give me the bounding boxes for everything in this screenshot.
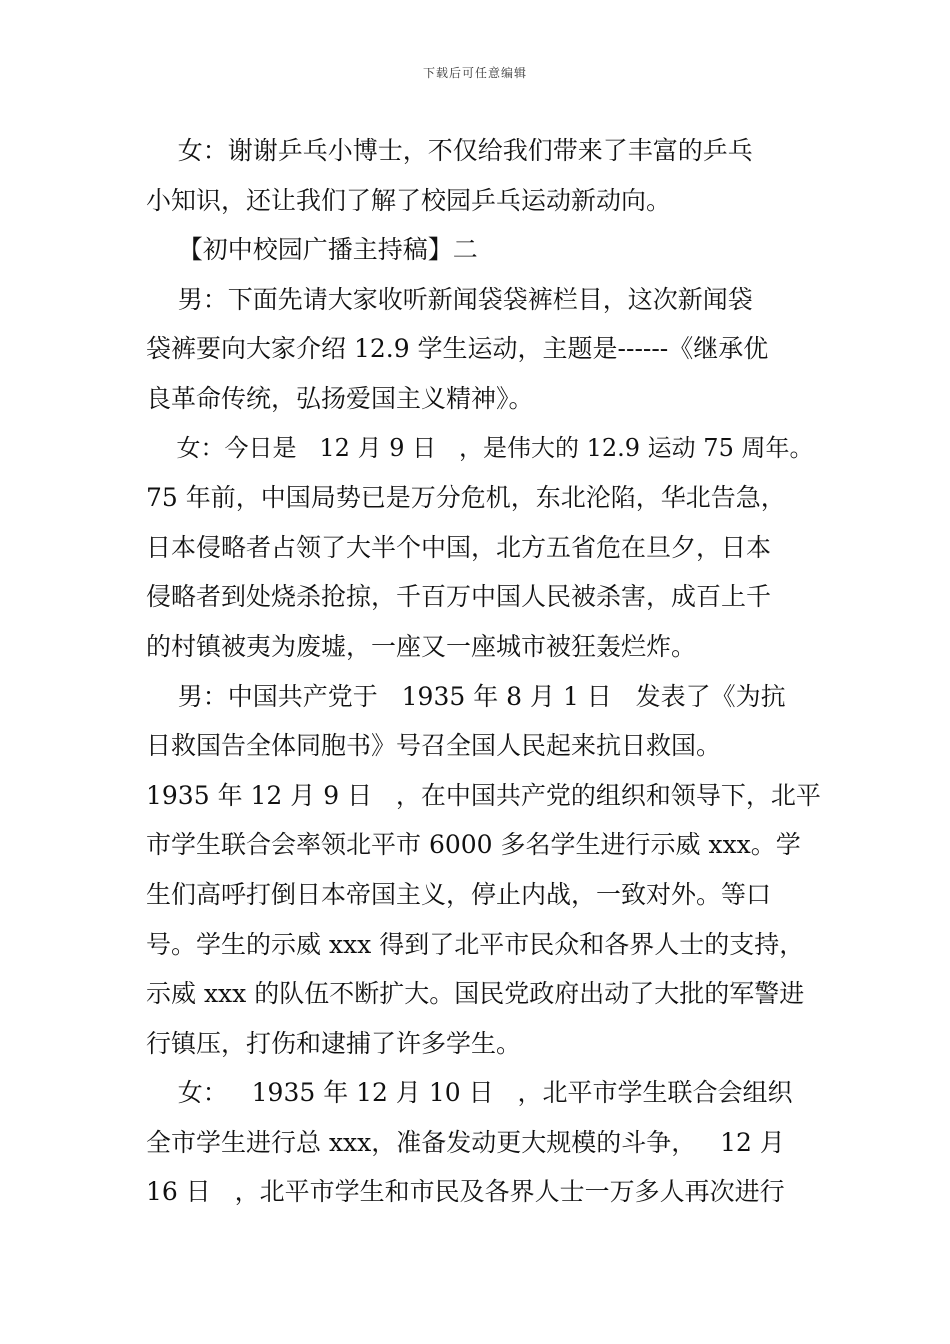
text-line: 号。学生的示威 xxx 得到了北平市民众和各界人士的支持，: [146, 929, 805, 959]
text-line: 日救国告全体同胞书》号召全国人民起来抗日救国。: [146, 731, 722, 761]
document-body: [146, 126, 826, 1217]
text-line: 75 年前，中国局势已是万分危机，东北沦陷，华北告急，: [146, 483, 786, 513]
text-line: 市学生联合会率领北平市 6000 多名学生进行示威 xxx。学: [146, 830, 801, 860]
text-line: 女：谢谢乒乓小博士，不仅给我们带来了丰富的乒乓: [146, 136, 753, 165]
text-line: 男：下面先请大家收听新闻袋袋裤栏目，这次新闻袋: [146, 284, 753, 314]
text-line: 生们高呼打倒日本帝国主义，停止内战，一致对外。等口: [146, 879, 772, 909]
section-heading: 【初中校园广播主持稿】二: [146, 235, 478, 265]
text-line: 侵略者到处烧杀抢掠，千百万中国人民被杀害，成百上千: [146, 582, 772, 612]
text-line: 良革命传统，弘扬爱国主义精神》。: [146, 383, 534, 413]
page-header: 下载后可任意编辑: [422, 66, 527, 80]
text-line: 的村镇被夷为废墟，一座又一座城市被狂轰烂炸。: [146, 631, 697, 661]
text-line: 女：今日是 12 月 9 日 ，是伟大的 12.9 运动 75 周年。: [146, 433, 814, 462]
text-line: 16 日 ，北平市学生和市民及各界人士一万多人再次进行: [146, 1177, 785, 1207]
text-line: 日本侵略者占领了大半个中国，北方五省危在旦夕，日本: [146, 532, 772, 562]
text-line: 男：中国共产党于 1935 年 8 月 1 日 发表了《为抗: [146, 681, 786, 711]
text-line: 全市学生进行总 xxx，准备发动更大规模的斗争， 12 月: [146, 1127, 785, 1157]
text-line: 袋裤要向大家介绍 12.9 学生运动，主题是------《继承优: [146, 334, 769, 364]
text-line: 小知识，还让我们了解了校园乒乓运动新动向。: [146, 185, 672, 215]
text-line: 女： 1935 年 12 月 10 日 ，北平市学生联合会组织: [146, 1078, 793, 1108]
text-line: 行镇压，打伤和逮捕了许多学生。: [146, 1028, 522, 1058]
text-line: 示威 xxx 的队伍不断扩大。国民党政府出动了大批的军警进: [146, 979, 805, 1009]
text-line: 1935 年 12 月 9 日 ，在中国共产党的组织和领导下，北平: [146, 780, 821, 810]
